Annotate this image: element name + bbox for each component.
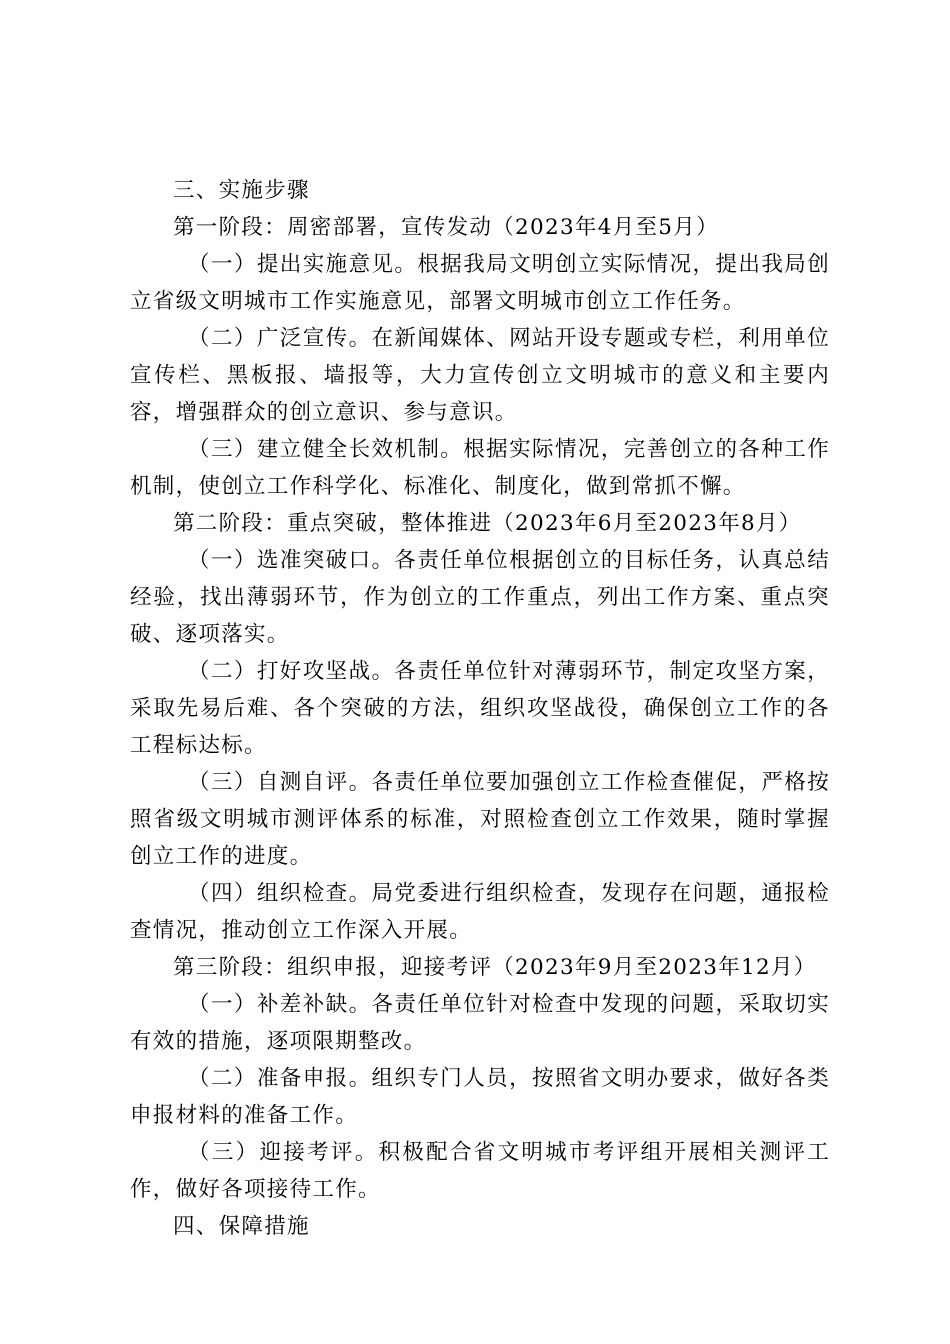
paragraph: （三）建立健全长效机制。根据实际情况，完善创立的各种工作机制，使创立工作科学化、标准化、制度化，做到常抓不懈。 [130,437,830,499]
stage-three-heading: 第三阶段：组织申报，迎接考评（2023年9月至2023年12月） [173,955,817,980]
section-heading-steps: 三、实施步骤 [173,178,310,203]
paragraph: （二）打好攻坚战。各责任单位针对薄弱环节，制定攻坚方案，采取先易后难、各个突破的方法，组织攻坚战役，确保创立工作的各工程标达标。 [130,659,830,758]
document-page [130,172,830,1245]
paragraph: （二）广泛宣传。在新闻媒体、网站开设专题或专栏，利用单位宣传栏、黑板报、墙报等，大力宣传创立文明城市的意义和主要内容，增强群众的创立意识、参与意识。 [130,326,830,425]
section-heading-safeguards: 四、保障措施 [173,1214,310,1239]
paragraph: （三）自测自评。各责任单位要加强创立工作检查催促，严格按照省级文明城市测评体系的标准，对照检查创立工作效果，随时掌握创立工作的进度。 [130,770,830,869]
paragraph: （一）补差补缺。各责任单位针对检查中发现的问题，采取切实有效的措施，逐项限期整改。 [130,992,830,1054]
paragraph: （三）迎接考评。积极配合省文明城市考评组开展相关测评工作，做好各项接待工作。 [130,1140,830,1202]
stage-two-heading: 第二阶段：重点突破，整体推进（2023年6月至2023年8月） [173,511,802,536]
stage-one-heading: 第一阶段：周密部署，宣传发动（2023年4月至5月） [173,215,719,240]
paragraph: （一）提出实施意见。根据我局文明创立实际情况，提出我局创立省级文明城市工作实施意见，部署文明城市创立工作任务。 [130,252,830,314]
paragraph: （一）选准突破口。各责任单位根据创立的目标任务，认真总结经验，找出薄弱环节，作为创立的工作重点，列出工作方案、重点突破、逐项落实。 [130,548,830,647]
paragraph: （四）组织检查。局党委进行组织检查，发现存在问题，通报检查情况，推动创立工作深入开展。 [130,881,830,943]
paragraph: （二）准备申报。组织专门人员，按照省文明办要求，做好各类申报材料的准备工作。 [130,1066,830,1128]
